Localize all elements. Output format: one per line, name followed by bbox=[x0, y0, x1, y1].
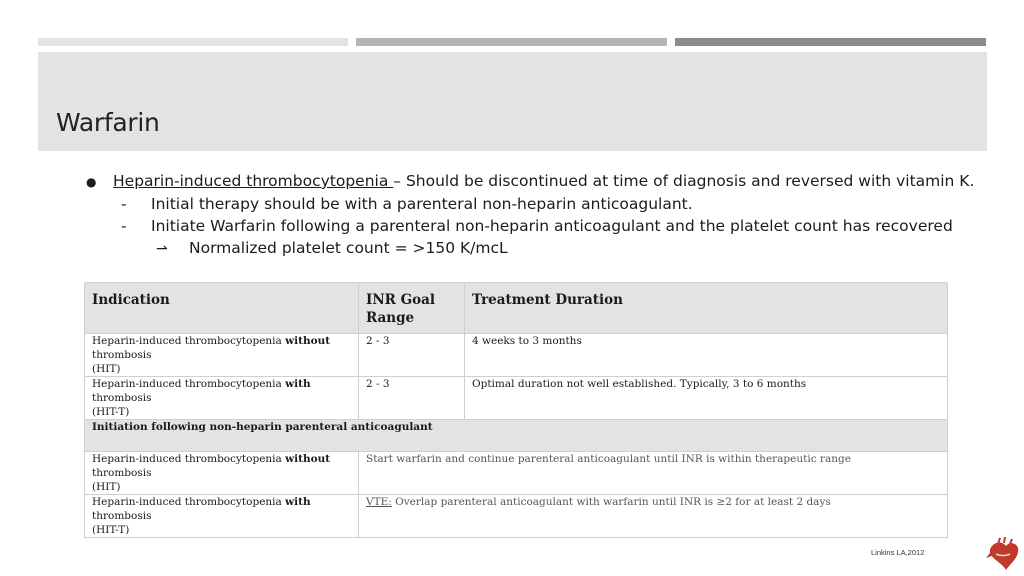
arrow-marker-icon: ⇀ bbox=[156, 241, 168, 257]
header-inr-line1: INR Goal bbox=[366, 292, 435, 308]
bullet-main-text: – Should be discontinued at time of diagnosis and reversed with vitamin K. bbox=[393, 172, 975, 190]
section-label: Initiation following non-heparin parenteral anticoagulant bbox=[85, 420, 948, 452]
bullet-term: Heparin-induced thrombocytopenia bbox=[113, 172, 394, 190]
bullet-subsub-text: Normalized platelet count = >150 K/mcL bbox=[189, 239, 508, 257]
table-section-row bbox=[85, 420, 948, 452]
slide-title: Warfarin bbox=[56, 108, 160, 137]
bullet-sub-2-text: Initiate Warfarin following a parenteral non-heparin anticoagulant and the platelet count has recovered bbox=[151, 217, 953, 235]
citation: Linkins LA,2012 bbox=[871, 548, 925, 557]
vte-label: VTE: bbox=[366, 496, 392, 508]
table-row bbox=[85, 377, 948, 420]
treatment-table bbox=[84, 282, 948, 538]
title-band bbox=[38, 52, 987, 151]
table-header-row bbox=[85, 283, 948, 334]
cell-inr: 2 - 3 bbox=[359, 377, 465, 420]
header-duration: Treatment Duration bbox=[465, 283, 948, 334]
header-inr-line2: Range bbox=[366, 310, 415, 326]
cell-initiation: VTE: Overlap parenteral anticoagulant with warfarin until INR is ≥2 for at least 2 days bbox=[359, 495, 948, 538]
top-accent-bar-light bbox=[38, 38, 348, 46]
bullet-list bbox=[86, 170, 986, 260]
bullet-sub-1-text: Initial therapy should be with a parenteral non-heparin anticoagulant. bbox=[151, 195, 693, 213]
table-row bbox=[85, 495, 948, 538]
top-accent-bar-dark bbox=[675, 38, 986, 46]
bullet-marker: ● bbox=[86, 175, 97, 189]
cell-initiation: Start warfarin and continue parenteral anticoagulant until INR is within therapeutic range bbox=[359, 452, 948, 495]
heart-logo-icon bbox=[984, 534, 1024, 574]
table-row bbox=[85, 334, 948, 377]
bullet-sub-1 bbox=[86, 193, 986, 215]
cell-inr: 2 - 3 bbox=[359, 334, 465, 377]
bullet-subsub bbox=[86, 237, 986, 260]
dash-marker: - bbox=[121, 217, 127, 235]
bullet-sub-2 bbox=[86, 215, 986, 237]
top-accent-bar-mid bbox=[356, 38, 667, 46]
header-inr-goal bbox=[359, 283, 465, 334]
cell-duration: 4 weeks to 3 months bbox=[465, 334, 948, 377]
heart-logo-shape bbox=[986, 543, 1018, 570]
bullet-main bbox=[86, 170, 986, 193]
cell-indication: Heparin-induced thrombocytopenia without thrombosis (HIT) bbox=[85, 452, 359, 495]
dash-marker: - bbox=[121, 195, 127, 213]
cell-indication: Heparin-induced thrombocytopenia with thrombosis (HIT-T) bbox=[85, 377, 359, 420]
cell-indication: Heparin-induced thrombocytopenia with thrombosis (HIT-T) bbox=[85, 495, 359, 538]
table-row bbox=[85, 452, 948, 495]
cell-indication: Heparin-induced thrombocytopenia without thrombosis (HIT) bbox=[85, 334, 359, 377]
header-indication: Indication bbox=[85, 283, 359, 334]
cell-duration: Optimal duration not well established. Typically, 3 to 6 months bbox=[465, 377, 948, 420]
